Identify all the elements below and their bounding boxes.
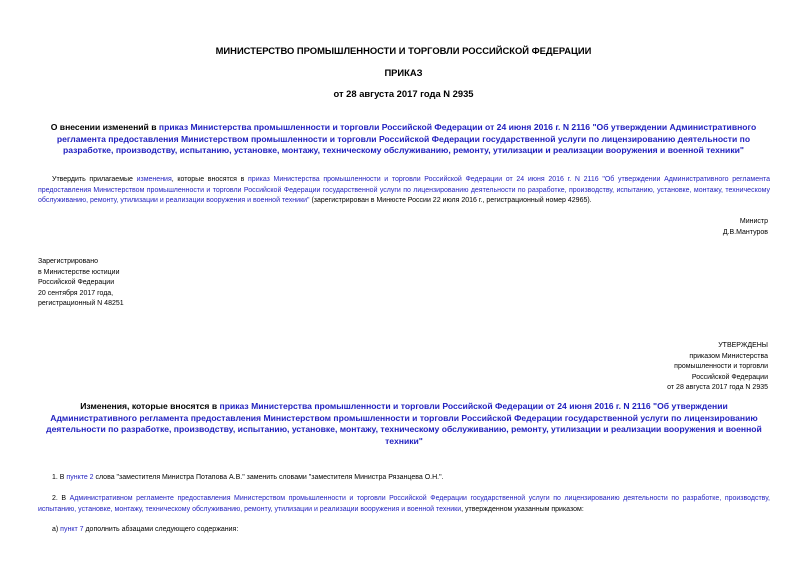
registration-line: Зарегистрировано (38, 258, 98, 265)
registration-line: регистрационный N 48251 (38, 300, 124, 307)
ministry-heading: МИНИСТЕРСТВО ПРОМЫШЛЕННОСТИ И ТОРГОВЛИ РОССИЙСКОЙ ФЕДЕРАЦИИ (215, 45, 592, 56)
signature-name: Д.В.Мантуров (722, 228, 768, 236)
order-title-link[interactable]: приказ Министерства промышленности и торговли Российской Федерации от 24 июня 2016 г. N 2116 "Об утверждении Административного регламента предоставления Министерством промышленности и торговли Российской Федерации государственной услуги по лицензированию деятельности по разработке, производству, испытанию, установке, монтажу, техническому обслуживанию, ремонту, утилизации и реализации вооружения и военной техники" (56, 122, 757, 155)
order-title-prefix: О внесении изменений в (50, 122, 159, 132)
approval-block (500, 341, 768, 394)
item-1-text-a: 1. В (52, 474, 67, 481)
item-a (38, 525, 770, 536)
doc-type-heading: ПРИКАЗ (384, 67, 423, 78)
paragraph-approve (38, 175, 770, 207)
changes-title-prefix: Изменения, которые вносятся в (80, 401, 220, 411)
p1-link-order[interactable]: приказ Министерства промышленности и торговли Российской Федерации от 24 июня 2016 г. N 2116 "Об утверждении Административного регламента предоставления Министерством промышленности и торговли Российской Федерации государственной услуги по лицензированию деятельности по разработке, производству, испытанию, установке, монтажу, техническому обслуживанию, ремонту, утилизации и реализации вооружения и военной техники" (38, 176, 770, 204)
approval-line: промышленности и торговли (674, 363, 768, 370)
approval-line: от 28 августа 2017 года N 2935 (667, 384, 768, 391)
changes-title (40, 401, 768, 447)
order-title (36, 122, 771, 157)
signature-block (500, 217, 768, 238)
item-a-text-a: а) (52, 526, 61, 533)
p1-text-b: , которые вносятся в (171, 176, 249, 183)
registration-block (38, 257, 288, 310)
item-1-link[interactable]: пункте 2 (66, 474, 94, 481)
approval-line: Российской Федерации (691, 373, 768, 381)
approval-line: приказом Министерства (689, 352, 768, 360)
item-a-link[interactable]: пункт 7 (60, 526, 84, 533)
item-2-text-a: 2. В (52, 495, 70, 502)
p1-link-changes[interactable]: изменения (136, 176, 172, 183)
p1-text-c: (зарегистрирован в Минюсте России 22 июля 2016 г., регистрационный номер 42965). (309, 197, 592, 204)
item-2-text-b: , утвержденном указанным приказом: (461, 505, 584, 513)
item-1 (38, 473, 770, 484)
date-number-heading: от 28 августа 2017 года N 2935 (333, 88, 474, 99)
registration-line: 20 сентября 2017 года, (38, 289, 114, 297)
registration-line: Российской Федерации (38, 279, 115, 286)
signature-position: Министр (739, 218, 768, 225)
item-2-link[interactable]: Административном регламенте предоставления Министерством промышленности и торговли Российской Федерации государственной услуги по лицензированию деятельности по разработке, производству, испытанию, установке, монтажу, техническому обслуживанию, ремонту, утилизации и реализации вооружения и военной техники (38, 495, 770, 513)
registration-line: в Министерстве юстиции (38, 268, 120, 276)
item-a-text-b: дополнить абзацами следующего содержания: (83, 526, 239, 533)
item-2 (38, 494, 770, 515)
p1-text-a: Утвердить прилагаемые (52, 176, 137, 183)
item-1-text-b: слова "заместителя Министра Потапова А.В." заменить словами "заместителя Министра Рязанцева О.Н.". (93, 474, 444, 481)
approval-line: УТВЕРЖДЕНЫ (718, 342, 768, 349)
changes-title-link[interactable]: приказ Министерства промышленности и торговли Российской Федерации от 24 июня 2016 г. N 2116 "Об утверждении Административного регламента предоставления Министерством промышленности и торговли Российской Федерации государственной услуги по лицензированию деятельности по разработке, производству, испытанию, установке, монтажу, техническому обслуживанию, ремонту, утилизации и реализации вооружения и военной техники" (46, 401, 762, 446)
